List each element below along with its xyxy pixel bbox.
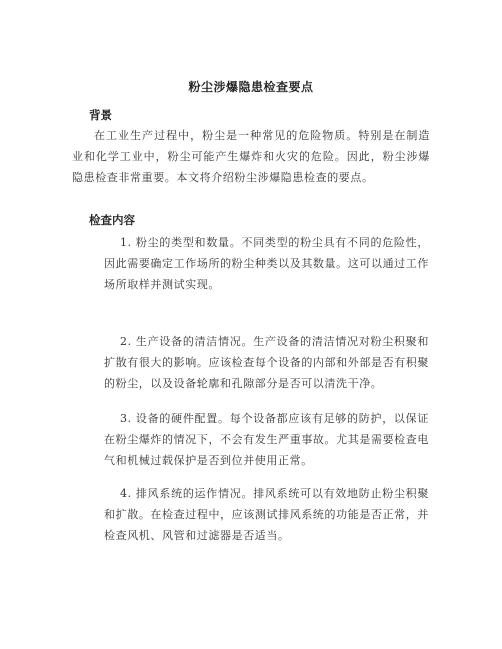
inspection-item-3: 3. 设备的硬件配置。每个设备都应该有足够的防护，以保证在粉尘爆炸的情况下，不会有发生严重事故。尤其是需要检查电气和机械过载保护是否到位并使用正常。 — [104, 412, 429, 467]
inspection-item-2: 2. 生产设备的清洁情况。生产设备的清洁情况对粉尘积聚和扩散有很大的影响。应该检查每个设备的内部和外部是否有积聚的粉尘，以及设备轮廓和孔隙部分是否可以清洗干净。 — [104, 335, 429, 390]
inspection-item-4: 4. 排风系统的运作情况。排风系统可以有效地防止粉尘积聚和扩散。在检查过程中，应该测试排风系统的功能是否正常，并检查风机、风管和过滤器是否适当。 — [104, 487, 429, 542]
document-title: 粉尘涉爆隐患检查要点 — [188, 80, 314, 94]
background-paragraph: 在工业生产过程中，粉尘是一种常见的危险物质。特别是在制造业和化学工业中，粉尘可能产生爆炸和火灾的危险。因此，粉尘涉爆隐患检查非常重要。本文将介绍粉尘涉爆隐患检查的要点。 — [72, 129, 430, 184]
section-heading-background: 背景 — [89, 108, 112, 122]
section-heading-inspection-content: 检查内容 — [89, 213, 135, 227]
inspection-item-1: 1. 粉尘的类型和数量。不同类型的粉尘具有不同的危险性，因此需要确定工作场所的粉尘种类以及其数量。这可以通过工作场所取样并测试实现。 — [104, 236, 429, 291]
